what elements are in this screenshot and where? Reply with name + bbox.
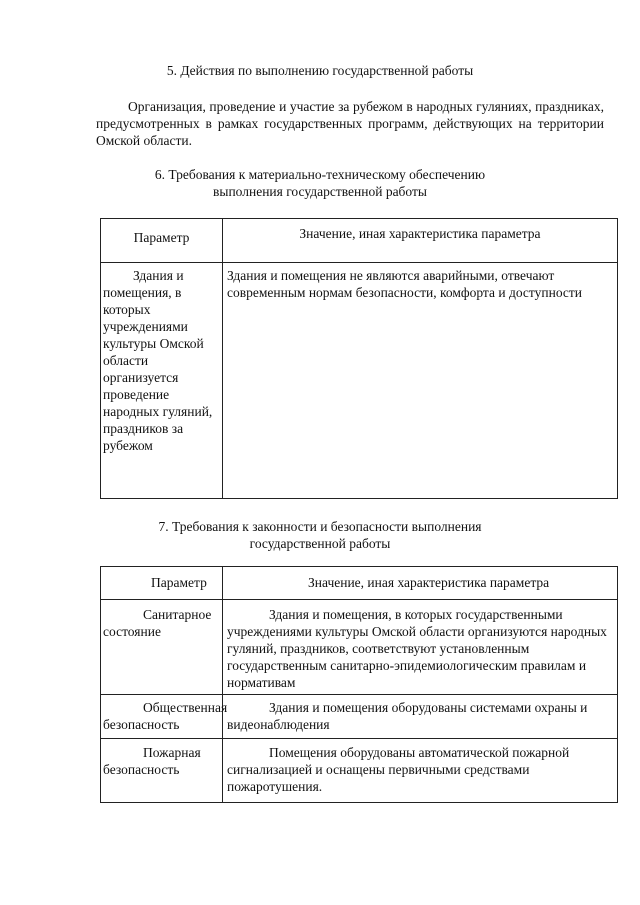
legality-requirements-table — [100, 566, 618, 803]
table-header-row — [101, 567, 618, 600]
value-cell: Здания и помещения не являются аварийными, отвечают современным нормам безопасности, комфорта и доступности — [223, 263, 618, 499]
param-cell — [101, 695, 228, 739]
param-line2: безопасность — [103, 762, 180, 777]
section5-text — [96, 98, 604, 149]
section6-title-line2: выполнения государственной работы — [213, 184, 427, 199]
section7-title-line1: 7. Требования к законности и безопасности выполнения — [158, 519, 482, 534]
value-cell: Помещения оборудованы автоматической пожарной сигнализацией и оснащены первичными средствами пожаротушения. — [223, 739, 618, 803]
param-line1: Санитарное — [143, 607, 212, 622]
table-row — [101, 695, 618, 739]
param-cell: Здания и помещения, в которых учреждениями культуры Омской области организуется проведение народных гуляний, праздников за рубежом — [101, 263, 223, 499]
param-cell — [101, 739, 223, 803]
table-row — [101, 739, 618, 803]
value-header: Значение, иная характеристика параметра — [223, 567, 618, 600]
section5-text-line1: Организация, проведение и участие за рубежом в народных гуляниях, — [128, 99, 532, 114]
param-header: Параметр — [101, 219, 223, 263]
section7-title — [0, 518, 640, 552]
table-row — [101, 600, 618, 695]
value-header: Значение, иная характеристика параметра — [223, 219, 618, 263]
material-requirements-table — [100, 218, 618, 499]
param-line2: состояние — [103, 624, 161, 639]
param-cell — [101, 600, 223, 695]
section5-text-line2: праздниках, предусмотренных в рамках государственных программ, — [96, 99, 605, 131]
section5-text-line3: действующих на территории Омской области. — [96, 116, 604, 148]
section6-title — [0, 166, 640, 200]
value-cell: Здания и помещения оборудованы системами охраны и видеонаблюдения — [223, 695, 618, 739]
param-line1: Пожарная — [143, 745, 201, 760]
section6-title-line1: 6. Требования к материально-техническому обеспечению — [154, 167, 486, 182]
section7-title-line2: государственной работы — [249, 536, 391, 551]
param-header: Параметр — [101, 567, 223, 600]
table-row — [101, 263, 618, 499]
param-line1: Общественная — [143, 700, 228, 715]
param-line2: безопасность — [103, 717, 180, 732]
value-cell: Здания и помещения, в которых государственными учреждениями культуры Омской области организуются народных гуляний, праздников, соответствуют установленным государственным санитарно-эпидемиологическим правилам и нормативам — [223, 600, 618, 695]
section5-title: 5. Действия по выполнению государственной работы — [166, 63, 474, 78]
table-header-row — [101, 219, 618, 263]
